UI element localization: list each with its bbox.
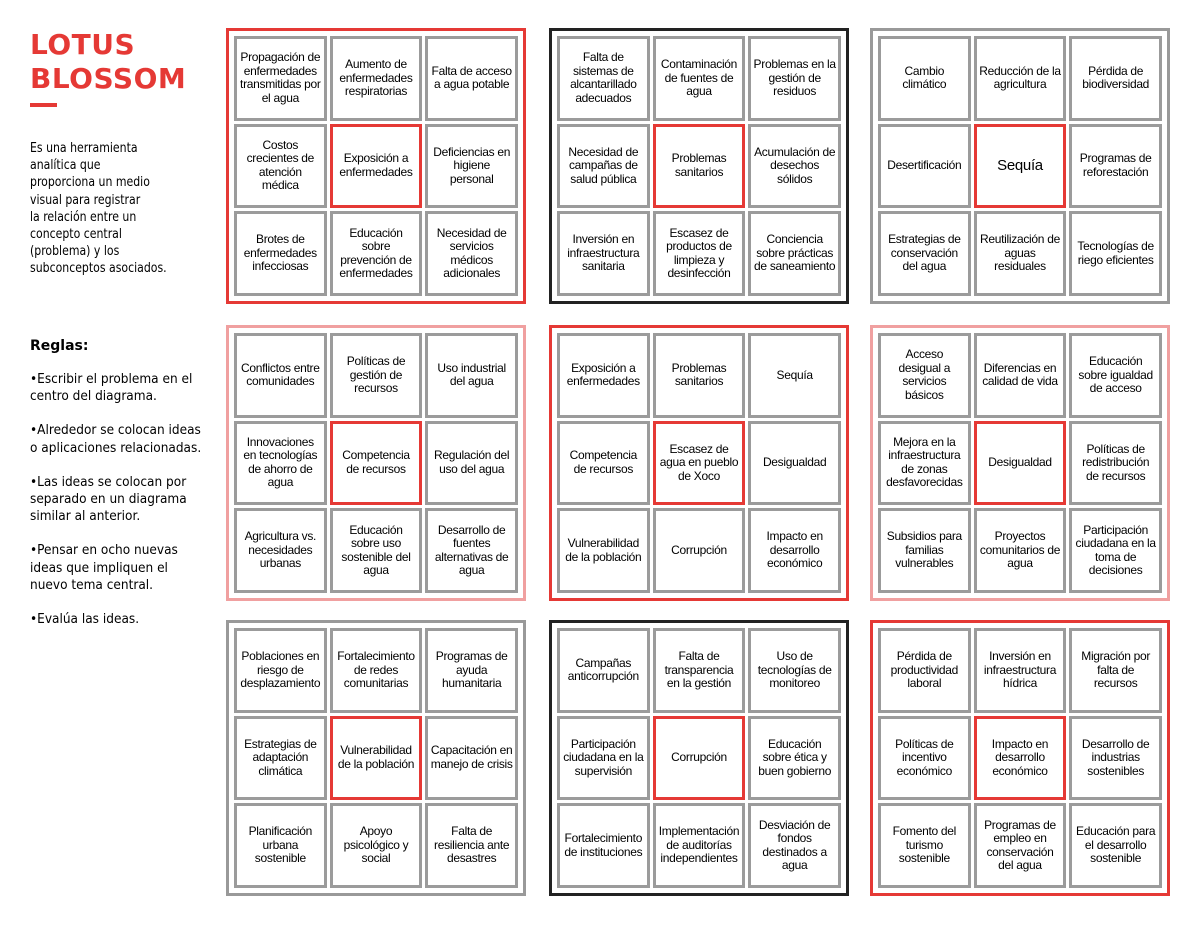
rules-list (30, 371, 205, 645)
idea-cell (557, 508, 650, 593)
idea-cell (557, 124, 650, 209)
idea-cell (425, 36, 518, 121)
cell-text: Falta de transparencia en la gestión (664, 649, 734, 691)
description: Es una herramienta analítica que proporciona un medio visual para registrar la relación entre un concepto central (problema) y los subconceptos asociados. (30, 140, 167, 277)
cell-text: Poblaciones en riesgo de desplazamiento (240, 649, 321, 691)
idea-cell (1069, 333, 1162, 418)
cell-text: Corrupción (671, 542, 727, 557)
cell-text: Educación sobre prevención de enfermedades (339, 225, 413, 281)
block-impacto-desarrollo (870, 620, 1170, 896)
idea-cell (1069, 124, 1162, 209)
idea-cell (653, 508, 746, 593)
idea-cell (425, 803, 518, 888)
idea-cell (1069, 508, 1162, 593)
cell-text: Sequía (776, 367, 813, 382)
block-corrupcion (549, 620, 849, 896)
idea-cell (557, 628, 650, 713)
idea-cell (878, 333, 971, 418)
cell-text: Conflictos entre comunidades (241, 360, 320, 389)
cell-text: Educación sobre ética y buen gobierno (758, 736, 832, 778)
cell-text: Corrupción (671, 750, 727, 765)
idea-cell (425, 124, 518, 209)
intro-panel (30, 28, 200, 278)
center-cell (330, 421, 423, 506)
cell-text: Diferencias en calidad de vida (982, 360, 1058, 389)
cell-text: Políticas de redistribución de recursos (1082, 441, 1150, 483)
cell-text: Migración por falta de recursos (1081, 649, 1151, 691)
idea-cell (425, 211, 518, 296)
page-title: LOTUS BLOSSOM (30, 28, 187, 95)
idea-cell (1069, 628, 1162, 713)
cell-text: Programas de empleo en conservación del agua (984, 817, 1056, 873)
cell-text: Conciencia sobre prácticas de saneamiento (754, 232, 836, 274)
idea-cell (330, 508, 423, 593)
idea-cell (653, 333, 746, 418)
idea-cell (878, 36, 971, 121)
center-cell (974, 124, 1067, 209)
cell-text: Agricultura vs. necesidades urbanas (244, 529, 317, 571)
cell-text: Políticas de incentivo económico (895, 736, 954, 778)
idea-cell (234, 803, 327, 888)
cell-text: Aumento de enfermedades respiratorias (339, 57, 413, 99)
cell-text: Acumulación de desechos sólidos (754, 144, 836, 186)
idea-cell (653, 36, 746, 121)
idea-cell (330, 803, 423, 888)
cell-text: Reutilización de aguas residuales (980, 232, 1060, 274)
cell-text: Escasez de productos de limpieza y desinfección (666, 225, 732, 281)
center-cell (974, 421, 1067, 506)
idea-cell (748, 333, 841, 418)
idea-cell (748, 421, 841, 506)
idea-cell (1069, 211, 1162, 296)
idea-cell (330, 211, 423, 296)
cell-text: Tecnologías de riego eficientes (1077, 239, 1154, 267)
cell-text: Problemas sanitarios (671, 360, 727, 389)
cell-text: Educación sobre igualdad de acceso (1078, 354, 1153, 396)
cell-text: Subsidios para familias vulnerables (886, 529, 962, 571)
idea-cell (234, 333, 327, 418)
idea-cell (425, 333, 518, 418)
cell-text: Competencia de recursos (342, 448, 410, 476)
cell-text: Inversión en infraestructura hídrica (983, 649, 1057, 691)
idea-cell (653, 211, 746, 296)
idea-cell (234, 36, 327, 121)
idea-cell (557, 421, 650, 506)
cell-text: Uso de tecnologías de monitoreo (757, 649, 832, 691)
rules-heading: Reglas: (30, 338, 89, 354)
idea-cell (878, 628, 971, 713)
idea-cell (748, 36, 841, 121)
cell-text: Desigualdad (988, 455, 1052, 470)
cell-text: Deficiencias en higiene personal (433, 144, 511, 186)
cell-text: Contaminación de fuentes de agua (660, 57, 738, 99)
cell-text: Programas de ayuda humanitaria (435, 649, 508, 691)
cell-text: Falta de resiliencia ante desastres (434, 824, 510, 866)
idea-cell (234, 508, 327, 593)
idea-cell (1069, 803, 1162, 888)
cell-text: Proyectos comunitarios de agua (979, 529, 1061, 571)
idea-cell (425, 508, 518, 593)
cell-text: Falta de sistemas de alcantarillado adecuados (570, 50, 637, 105)
idea-cell (557, 211, 650, 296)
idea-cell (748, 628, 841, 713)
cell-text: Competencia de recursos (569, 448, 638, 476)
block-competencia-recursos (226, 325, 526, 601)
cell-text: Políticas de gestión de recursos (346, 354, 406, 396)
cell-text: Vulnerabilidad de la población (565, 536, 642, 564)
cell-text: Desertificación (887, 158, 962, 173)
cell-text: Exposición a enfermedades (566, 360, 640, 389)
idea-cell (557, 36, 650, 121)
cell-text: Pérdida de biodiversidad (1082, 63, 1150, 92)
cell-text: Capacitación en manejo de crisis (430, 743, 513, 771)
cell-text: Acceso desigual a servicios básicos (898, 347, 951, 402)
cell-text: Pérdida de productividad laboral (890, 649, 959, 691)
cell-text: Regulación del uso del agua (434, 448, 510, 476)
idea-cell (1069, 716, 1162, 801)
idea-cell (748, 803, 841, 888)
idea-cell (878, 124, 971, 209)
idea-cell (234, 421, 327, 506)
idea-cell (234, 716, 327, 801)
block-exposicion-enfermedades (226, 28, 526, 304)
cell-text: Campañas anticorrupción (567, 655, 639, 684)
cell-text: Necesidad de servicios médicos adicionales (436, 225, 507, 281)
cell-text: Fortalecimiento de redes comunitarias (337, 649, 415, 691)
cell-text: Desarrollo de fuentes alternativas de agua (434, 522, 509, 578)
cell-text: Educación para el desarrollo sostenible (1076, 824, 1156, 866)
center-cell (653, 421, 746, 506)
cell-text: Participación ciudadana en la supervisión (563, 736, 644, 778)
cell-text: Innovaciones en tecnologías de ahorro de agua (243, 434, 318, 490)
rule-item: •Escribir el problema en el centro del diagrama. (30, 371, 193, 405)
cell-text: Escasez de agua en pueblo de Xoco (659, 441, 739, 483)
rule-item: •Pensar en ocho nuevas ideas que impliquen el nuevo tema central. (30, 542, 178, 593)
idea-cell (653, 803, 746, 888)
block-vulnerabilidad-poblacion (226, 620, 526, 896)
cell-text: Participación ciudadana en la toma de decisiones (1075, 522, 1156, 578)
cell-text: Implementación de auditorías independientes (658, 824, 740, 866)
cell-text: Educación sobre uso sostenible del agua (341, 522, 411, 578)
idea-cell (974, 36, 1067, 121)
idea-cell (974, 333, 1067, 418)
block-escasez-agua-central (549, 325, 849, 601)
idea-cell (974, 211, 1067, 296)
idea-cell (425, 628, 518, 713)
cell-text: Programas de reforestación (1079, 151, 1152, 179)
idea-cell (330, 333, 423, 418)
idea-cell (974, 508, 1067, 593)
idea-cell (974, 803, 1067, 888)
idea-cell (425, 421, 518, 506)
idea-cell (1069, 421, 1162, 506)
idea-cell (234, 628, 327, 713)
idea-cell (330, 36, 423, 121)
rule-item: •Evalúa las ideas. (30, 611, 140, 628)
cell-text: Necesidad de campañas de salud pública (568, 144, 639, 186)
rule-item: •Alrededor se colocan ideas o aplicaciones relacionadas. (30, 422, 202, 456)
cell-text: Desigualdad (762, 455, 827, 470)
center-cell (974, 716, 1067, 801)
idea-cell (557, 803, 650, 888)
title-underline (30, 103, 57, 107)
cell-text: Mejora en la infraestructura de zonas desfavorecidas (886, 434, 963, 490)
cell-text: Problemas en la gestión de residuos (753, 57, 836, 99)
idea-cell (330, 628, 423, 713)
block-problemas-sanitarios (549, 28, 849, 304)
cell-text: Impacto en desarrollo económico (991, 736, 1049, 778)
cell-text: Uso industrial del agua (437, 360, 506, 389)
cell-text: Cambio climático (902, 63, 947, 92)
rule-item: •Las ideas se colocan por separado en un diagrama similar al anterior. (30, 473, 187, 525)
cell-text: Propagación de enfermedades transmitidas por el agua (240, 50, 321, 105)
center-cell (330, 716, 423, 801)
idea-cell (425, 716, 518, 801)
cell-text: Vulnerabilidad de la población (337, 743, 415, 771)
cell-text: Apoyo psicológico y social (343, 824, 409, 866)
cell-text: Estrategias de adaptación climática (244, 736, 317, 778)
center-cell (653, 124, 746, 209)
cell-text: Sequía (997, 157, 1043, 175)
center-cell (653, 716, 746, 801)
cell-text: Desviación de fondos destinados a agua (758, 817, 831, 873)
idea-cell (748, 124, 841, 209)
idea-cell (878, 211, 971, 296)
cell-text: Brotes de enfermedades infecciosas (243, 232, 317, 274)
idea-cell (1069, 36, 1162, 121)
idea-cell (748, 716, 841, 801)
cell-text: Estrategias de conservación del agua (888, 232, 961, 274)
idea-cell (878, 421, 971, 506)
center-cell (330, 124, 423, 209)
idea-cell (557, 716, 650, 801)
cell-text: Exposición a enfermedades (339, 151, 413, 179)
cell-text: Fomento del turismo sostenible (892, 824, 957, 866)
cell-text: Reducción de la agricultura (979, 63, 1061, 92)
cell-text: Planificación urbana sostenible (248, 824, 313, 866)
block-desigualdad (870, 325, 1170, 601)
idea-cell (878, 803, 971, 888)
cell-text: Inversión en infraestructura sanitaria (567, 232, 640, 274)
idea-cell (878, 716, 971, 801)
idea-cell (878, 508, 971, 593)
idea-cell (234, 124, 327, 209)
cell-text: Desarrollo de industrias sostenibles (1081, 736, 1150, 778)
idea-cell (653, 628, 746, 713)
cell-text: Fortalecimiento de instituciones (564, 831, 643, 859)
idea-cell (234, 211, 327, 296)
idea-cell (748, 508, 841, 593)
cell-text: Problemas sanitarios (671, 151, 727, 179)
block-sequia (870, 28, 1170, 304)
idea-cell (748, 211, 841, 296)
cell-text: Falta de acceso a agua potable (431, 63, 512, 92)
cell-text: Costos crecientes de atención médica (246, 137, 315, 193)
cell-text: Impacto en desarrollo económico (766, 529, 823, 571)
idea-cell (557, 333, 650, 418)
idea-cell (974, 628, 1067, 713)
